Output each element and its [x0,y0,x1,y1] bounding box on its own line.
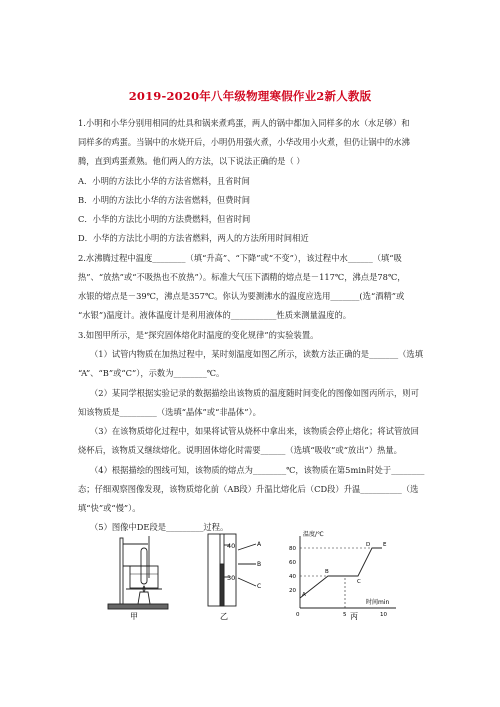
graph-xtick-0: 0 [296,612,300,618]
q1-text-line-1: 1.小明和小华分别用相同的灶具和锅来煮鸡蛋，两人的锅中都加入同样多的水（水足够）和 [78,118,410,128]
graph-curve [300,548,382,598]
caption-bing: 丙 [350,612,358,620]
graph-point-d: D [366,542,371,548]
q3-part3-line-1: （3）在该物质熔化过程中，如果将试管从烧杯中拿出来，该物质会停止熔化；将试管放回 [90,426,419,436]
q1-text-line-2: 同样多的鸡蛋。当锅中的水烧开后，小明仍用强火煮，小华改用小火煮，但仍让锅中的水沸 [78,137,410,147]
graph-ytick-40: 40 [289,574,296,580]
q2-text-line-4: “水银”)温度计。液体温度计是利用液体的___________性质来测量温度的。 [78,310,352,320]
graph-xlabel: 时间min [366,599,390,606]
q3-part1-line-1: （1）试管内物质在加热过程中，某时刻温度如图乙所示，读数方法正确的是_______（选填 [90,349,424,359]
graph-xtick-5: 5 [343,612,347,618]
stand-rod [120,538,123,604]
q2-text-line-3: 水银的熔点是－39℃，沸点是357℃。你认为要测沸水的温度应选用_______(选“酒精”或 [78,291,405,301]
beaker [130,566,158,588]
apparatus-figure [108,536,168,609]
q3-part3-line-2: 烧杯后，该物质又继续熔化。说明固体熔化时需要______（选填“吸收”或“放出”）热量。 [78,445,402,455]
q1-option-b: B．小明的方法比小华的方法省燃料，但费时间 [78,195,251,205]
q3-part4-line-1: （4）根据描绘的图线可知，该物质的熔点为________℃，该物质在第5min时处于________ [90,465,425,475]
figures-svg [100,530,410,620]
stand-base [108,604,168,609]
graph-point-c: C [357,579,361,585]
graph-point-b: B [325,569,329,575]
graph-xtick-10: 10 [380,612,387,618]
q1-text-line-3: 腾，直到鸡蛋煮熟。他们两人的方法，以下说法正确的是（ ） [78,156,305,166]
q3-part2-line-1: （2）某同学根据实验记录的数据描绘出该物质的温度随时间变化的图像如图丙所示，则可 [90,388,419,398]
q3-intro: 3.如图甲所示，是“探究固体熔化时温度的变化规律”的实验装置。 [78,330,319,340]
alcohol-lamp [138,592,150,604]
graph-point-e: E [383,542,387,548]
arrow-label-a: A [257,541,262,548]
q1-option-a: A．小明的方法比小华的方法省燃料，且省时间 [78,176,250,186]
q1-option-d: D．小华的方法比小明的方法省燃料，两人的方法所用时间相近 [78,233,309,243]
graph-ytick-60: 60 [289,560,296,566]
graph-ylabel: 温度/℃ [303,531,324,538]
caption-jia: 甲 [130,612,138,620]
q2-text-line-1: 2.水沸腾过程中温度________（填“升高”、“下降”或“不变”），该过程中水______（填“吸 [78,253,402,263]
graph-ytick-20: 20 [289,588,296,594]
sight-line-c [238,578,256,586]
scale-label-30: 30 [227,574,236,582]
liquid-column [220,564,224,606]
q3-part4-line-2: 态；仔细观察图像发现，该物质熔化前（AB段）升温比熔化后（CD段）升温__________（选 [78,484,419,494]
q1-option-c: C．小华的方法比小明的方法费燃料，但省时间 [78,214,251,224]
arrow-label-c: C [257,583,262,590]
arrow-label-b: B [257,561,262,568]
scale-label-40: 40 [227,542,236,550]
q3-part1-line-2: “A”、“B”或“C”），示数为________℃。 [78,368,225,378]
q3-part2-line-2: 知该物质是_________（选填“晶体”或“非晶体”）。 [78,407,261,417]
q3-part5: （5）图像中DE段是_________过程。 [90,522,229,532]
q3-part4-line-3: 填“快”或“慢”）。 [78,503,141,513]
q2-text-line-2: 热”、“放热”或“不吸热也不放热”）。标准大气压下酒精的熔点是－117℃，沸点是78℃， [78,272,406,282]
graph-ytick-80: 80 [289,546,296,552]
figure-row [100,530,410,620]
sight-line-a [238,544,256,550]
graph-point-a: A [302,592,306,598]
document-title: 2019-2020年八年级物理寒假作业2新人教版 [128,89,372,103]
caption-yi: 乙 [220,612,228,620]
temperature-graph [300,536,396,608]
